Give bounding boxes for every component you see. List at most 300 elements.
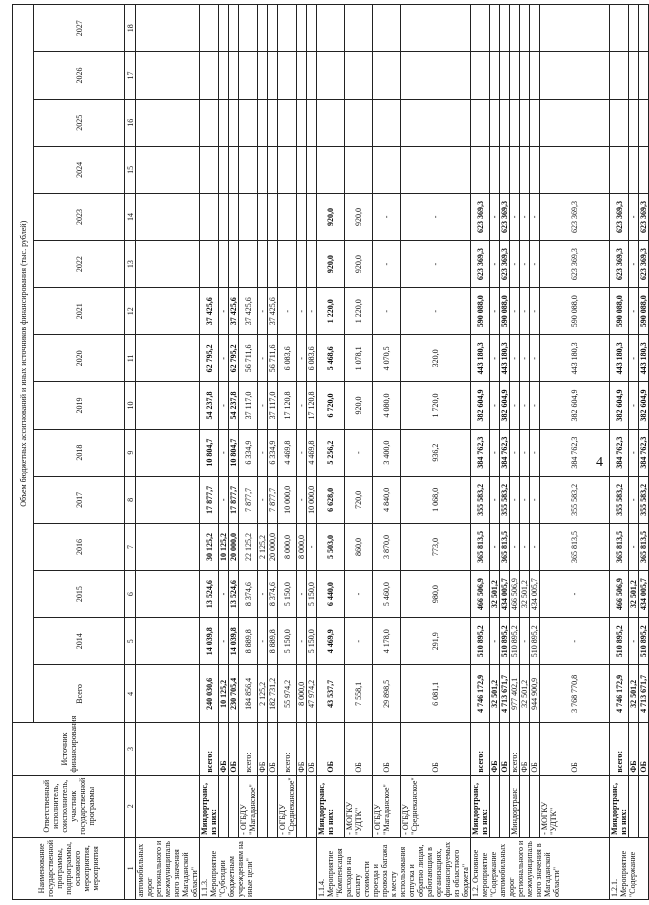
- year-value-cell: -: [278, 288, 297, 335]
- header-year: 2022: [34, 241, 125, 288]
- header-row-top: [13, 5, 34, 900]
- year-value-cell: 382 604,9: [540, 382, 610, 429]
- year-value-cell: 54 237,8: [200, 382, 219, 429]
- header-index-cell: 18: [125, 5, 136, 52]
- year-value-cell: 17 120,8: [278, 382, 297, 429]
- year-value-cell: [401, 99, 471, 146]
- responsible-cell: - МОГКУ "УДТК": [345, 775, 373, 837]
- year-value-cell: -: [530, 476, 540, 523]
- year-value-cell: [239, 193, 258, 240]
- year-value-cell: 590 088,0: [540, 288, 610, 335]
- responsible-cell: [490, 775, 500, 837]
- year-value-cell: [540, 99, 610, 146]
- year-value-cell: [136, 618, 200, 665]
- source-cell: ФБ: [629, 723, 639, 775]
- year-value-cell: [200, 52, 219, 99]
- year-value-cell: [500, 99, 510, 146]
- year-value-cell: [239, 241, 258, 288]
- table-row: [401, 5, 471, 900]
- header-year: 2018: [34, 429, 125, 476]
- year-value-cell: 355 583,2: [639, 476, 649, 523]
- total-cell: 2 125,2: [258, 665, 268, 723]
- year-value-cell: -: [510, 335, 520, 382]
- year-value-cell: 623 369,3: [500, 193, 510, 240]
- year-value-cell: [471, 5, 490, 52]
- header-year: 2027: [34, 5, 125, 52]
- year-value-cell: 443 180,3: [639, 335, 649, 382]
- year-value-cell: 8 889,8: [239, 618, 258, 665]
- year-value-cell: 56 711,6: [268, 335, 278, 382]
- year-value-cell: [229, 193, 239, 240]
- total-cell: 3 768 770,8: [540, 665, 610, 723]
- responsible-cell: [307, 775, 317, 837]
- header-index-row: [125, 5, 136, 900]
- year-value-cell: -: [490, 618, 500, 665]
- table-row: [345, 5, 373, 900]
- year-value-cell: -: [510, 382, 520, 429]
- header-year: 2024: [34, 146, 125, 193]
- source-cell: ФБ: [490, 723, 500, 775]
- year-value-cell: [219, 99, 229, 146]
- source-cell: ОБ: [639, 723, 649, 775]
- year-value-cell: 590 088,0: [639, 288, 649, 335]
- year-value-cell: 4 840,0: [373, 476, 401, 523]
- year-value-cell: [520, 99, 530, 146]
- year-value-cell: 8 374,6: [239, 571, 258, 618]
- header-index-cell: 13: [125, 241, 136, 288]
- year-value-cell: [297, 146, 307, 193]
- year-value-cell: 3 870,0: [373, 523, 401, 570]
- total-cell: 4 746 172,9: [471, 665, 490, 723]
- year-value-cell: -: [258, 288, 268, 335]
- header-year: 2023: [34, 193, 125, 240]
- header-index-cell: 16: [125, 99, 136, 146]
- header-index-cell: 1: [125, 837, 136, 899]
- source-cell: ФБ: [297, 723, 307, 775]
- year-value-cell: -: [490, 193, 500, 240]
- year-value-cell: [200, 146, 219, 193]
- year-value-cell: [307, 146, 317, 193]
- total-cell: 184 856,4: [239, 665, 258, 723]
- year-value-cell: [639, 99, 649, 146]
- responsible-cell: [500, 775, 510, 837]
- header-year: 2019: [34, 382, 125, 429]
- year-value-cell: [200, 193, 219, 240]
- year-value-cell: -: [258, 571, 268, 618]
- year-value-cell: [345, 146, 373, 193]
- total-cell: 8 000,0: [297, 665, 307, 723]
- year-value-cell: 8 000,0: [278, 523, 297, 570]
- year-value-cell: 384 762,3: [500, 429, 510, 476]
- header-year: 2026: [34, 52, 125, 99]
- header-index-cell: 4: [125, 665, 136, 723]
- year-value-cell: 623 369,3: [540, 193, 610, 240]
- year-value-cell: [530, 5, 540, 52]
- header-year: 2021: [34, 288, 125, 335]
- year-value-cell: [219, 146, 229, 193]
- year-value-cell: 443 180,3: [500, 335, 510, 382]
- total-cell: 32 501,2: [629, 665, 639, 723]
- year-value-cell: 30 125,2: [200, 523, 219, 570]
- year-value-cell: [136, 99, 200, 146]
- source-cell: ОБ: [500, 723, 510, 775]
- header-responsible: Ответственный исполнитель, соисполнитель, участник государственной программы: [13, 775, 125, 837]
- table-row: [530, 5, 540, 900]
- year-value-cell: 5 150,0: [278, 618, 297, 665]
- year-value-cell: -: [258, 476, 268, 523]
- year-value-cell: 62 795,2: [200, 335, 219, 382]
- program-name-cell: 1.2. Основное мероприятие "Содержание автомобильных дорог регионального и межмуниципального значения в Магаданской области": [471, 837, 610, 899]
- year-value-cell: [200, 99, 219, 146]
- year-value-cell: 17 877,7: [229, 476, 239, 523]
- year-value-cell: 14 039,8: [200, 618, 219, 665]
- year-value-cell: [307, 241, 317, 288]
- year-value-cell: 443 180,3: [471, 335, 490, 382]
- year-value-cell: 382 604,9: [471, 382, 490, 429]
- year-value-cell: [471, 146, 490, 193]
- table-row: [278, 5, 297, 900]
- responsible-cell: [629, 775, 639, 837]
- year-value-cell: 623 369,3: [540, 241, 610, 288]
- year-value-cell: -: [530, 523, 540, 570]
- year-value-cell: 623 369,3: [610, 193, 629, 240]
- year-value-cell: -: [530, 193, 540, 240]
- year-value-cell: [268, 146, 278, 193]
- year-value-cell: -: [629, 382, 639, 429]
- table-row: [500, 5, 510, 900]
- year-value-cell: [401, 5, 471, 52]
- year-value-cell: 365 813,5: [500, 523, 510, 570]
- total-cell: 7 558,1: [345, 665, 373, 723]
- year-value-cell: 860,0: [345, 523, 373, 570]
- header-index-cell: 8: [125, 476, 136, 523]
- financing-table-wrapper: [12, 4, 648, 900]
- year-value-cell: 10 000,0: [307, 476, 317, 523]
- year-value-cell: -: [297, 571, 307, 618]
- year-value-cell: [610, 99, 629, 146]
- year-value-cell: -: [520, 288, 530, 335]
- year-value-cell: [278, 241, 297, 288]
- table-body: [136, 5, 649, 900]
- table-row: [317, 5, 345, 900]
- header-financing-group: Объем бюджетных ассигнований и иных источников финансирования (тыс. рублей): [13, 5, 34, 723]
- year-value-cell: 355 583,2: [540, 476, 610, 523]
- year-value-cell: -: [490, 241, 500, 288]
- page-number: 4: [596, 455, 603, 470]
- year-value-cell: 936,2: [401, 429, 471, 476]
- year-value-cell: [297, 241, 307, 288]
- year-value-cell: [345, 5, 373, 52]
- year-value-cell: 720,0: [345, 476, 373, 523]
- total-cell: 4 713 671,7: [500, 665, 510, 723]
- year-value-cell: [520, 52, 530, 99]
- program-name-cell: 1.1.4. Мероприятие "Компенсация расходов на оплату стоимости проезда и провоза багажа к месту использования отпуска и обратно лицам, работающим в организациях, финансируемых из областного бюджета": [317, 837, 471, 899]
- year-value-cell: [278, 5, 297, 52]
- table-row: [520, 5, 530, 900]
- year-value-cell: [510, 52, 520, 99]
- source-cell: ОБ: [317, 723, 345, 775]
- year-value-cell: 382 604,9: [610, 382, 629, 429]
- total-cell: 47 974,2: [307, 665, 317, 723]
- year-value-cell: [345, 99, 373, 146]
- source-cell: ОБ: [307, 723, 317, 775]
- year-value-cell: -: [530, 429, 540, 476]
- responsible-cell: [639, 775, 649, 837]
- table-row: [510, 5, 520, 900]
- year-value-cell: -: [219, 571, 229, 618]
- year-value-cell: 6 720,0: [317, 382, 345, 429]
- year-value-cell: [307, 193, 317, 240]
- year-value-cell: 365 813,5: [540, 523, 610, 570]
- table-row: [136, 5, 200, 900]
- year-value-cell: [219, 5, 229, 52]
- header-name: Наименование государственной программы, подпрограммы, основного мероприятия, мероприятия: [13, 837, 125, 899]
- year-value-cell: -: [297, 335, 307, 382]
- year-value-cell: [610, 5, 629, 52]
- year-value-cell: [278, 146, 297, 193]
- table-row: [200, 5, 219, 900]
- header-index-cell: 2: [125, 775, 136, 837]
- year-value-cell: 37 425,6: [200, 288, 219, 335]
- year-value-cell: [530, 146, 540, 193]
- source-cell: ФБ: [219, 723, 229, 775]
- year-value-cell: -: [629, 241, 639, 288]
- year-value-cell: 443 180,3: [540, 335, 610, 382]
- year-value-cell: [490, 52, 500, 99]
- responsible-cell: Миндортранс, из них:: [317, 775, 345, 837]
- year-value-cell: 510 895,2: [500, 618, 510, 665]
- total-cell: [136, 665, 200, 723]
- year-value-cell: 4 070,5: [373, 335, 401, 382]
- year-value-cell: -: [540, 571, 610, 618]
- year-value-cell: [373, 99, 401, 146]
- table-row: [610, 5, 629, 900]
- year-value-cell: -: [530, 241, 540, 288]
- year-value-cell: [136, 382, 200, 429]
- source-cell: ОБ: [229, 723, 239, 775]
- year-value-cell: 8 000,0: [297, 523, 307, 570]
- year-value-cell: [229, 99, 239, 146]
- year-value-cell: [540, 5, 610, 52]
- year-value-cell: 1 068,0: [401, 476, 471, 523]
- year-value-cell: 10 000,0: [278, 476, 297, 523]
- year-value-cell: -: [373, 193, 401, 240]
- year-value-cell: [373, 146, 401, 193]
- year-value-cell: 365 813,5: [639, 523, 649, 570]
- source-cell: [136, 723, 200, 775]
- total-cell: 43 537,7: [317, 665, 345, 723]
- year-value-cell: -: [297, 382, 307, 429]
- year-value-cell: [540, 52, 610, 99]
- year-value-cell: [200, 241, 219, 288]
- year-value-cell: 384 762,3: [540, 429, 610, 476]
- year-value-cell: 7 877,7: [268, 476, 278, 523]
- year-value-cell: [639, 52, 649, 99]
- year-value-cell: 382 604,9: [639, 382, 649, 429]
- total-cell: 32 501,2: [520, 665, 530, 723]
- year-value-cell: [510, 5, 520, 52]
- year-value-cell: -: [520, 193, 530, 240]
- header-index-cell: 3: [125, 723, 136, 775]
- year-value-cell: [219, 52, 229, 99]
- year-value-cell: [500, 146, 510, 193]
- year-value-cell: [307, 99, 317, 146]
- year-value-cell: -: [307, 523, 317, 570]
- year-value-cell: 6 334,9: [268, 429, 278, 476]
- year-value-cell: 466 506,9: [471, 571, 490, 618]
- year-value-cell: [278, 99, 297, 146]
- year-value-cell: -: [520, 476, 530, 523]
- year-value-cell: -: [629, 335, 639, 382]
- year-value-cell: 1 720,0: [401, 382, 471, 429]
- header-index-cell: 7: [125, 523, 136, 570]
- year-value-cell: -: [520, 618, 530, 665]
- year-value-cell: 22 125,2: [239, 523, 258, 570]
- responsible-cell: [520, 775, 530, 837]
- total-cell: 977 402,1: [510, 665, 520, 723]
- source-cell: ФБ: [520, 723, 530, 775]
- source-cell: ОБ: [268, 723, 278, 775]
- year-value-cell: -: [490, 335, 500, 382]
- source-cell: всего:: [239, 723, 258, 775]
- year-value-cell: [490, 5, 500, 52]
- financing-table: [12, 4, 649, 900]
- total-cell: 182 731,2: [268, 665, 278, 723]
- responsible-cell: - ОГБДУ "Среднеканское": [401, 775, 471, 837]
- year-value-cell: -: [520, 382, 530, 429]
- year-value-cell: -: [520, 429, 530, 476]
- year-value-cell: [268, 5, 278, 52]
- year-value-cell: 510 895,2: [471, 618, 490, 665]
- year-value-cell: [373, 5, 401, 52]
- table-row: [268, 5, 278, 900]
- year-value-cell: 6 440,0: [317, 571, 345, 618]
- year-value-cell: 10 804,7: [229, 429, 239, 476]
- year-value-cell: [136, 241, 200, 288]
- year-value-cell: [317, 99, 345, 146]
- year-value-cell: -: [629, 193, 639, 240]
- year-value-cell: -: [258, 382, 268, 429]
- year-value-cell: -: [629, 288, 639, 335]
- year-value-cell: 623 369,3: [610, 241, 629, 288]
- total-cell: 55 974,2: [278, 665, 297, 723]
- source-cell: всего:: [200, 723, 219, 775]
- year-value-cell: 623 369,3: [639, 241, 649, 288]
- year-value-cell: [268, 241, 278, 288]
- year-value-cell: 4 469,9: [317, 618, 345, 665]
- year-value-cell: [401, 146, 471, 193]
- table-row: [219, 5, 229, 900]
- year-value-cell: [229, 241, 239, 288]
- year-value-cell: -: [373, 241, 401, 288]
- table-row: [229, 5, 239, 900]
- year-value-cell: 384 762,3: [471, 429, 490, 476]
- year-value-cell: [136, 146, 200, 193]
- year-value-cell: -: [540, 618, 610, 665]
- year-value-cell: 355 583,2: [471, 476, 490, 523]
- year-value-cell: -: [490, 429, 500, 476]
- year-value-cell: 6 083,6: [278, 335, 297, 382]
- year-value-cell: -: [510, 523, 520, 570]
- table-row: [639, 5, 649, 900]
- year-value-cell: 7 877,7: [239, 476, 258, 523]
- total-cell: 6 081,1: [401, 665, 471, 723]
- header-index-cell: 15: [125, 146, 136, 193]
- source-cell: ОБ: [530, 723, 540, 775]
- source-cell: всего:: [610, 723, 629, 775]
- year-value-cell: -: [530, 382, 540, 429]
- year-value-cell: [239, 5, 258, 52]
- year-value-cell: 32 501,2: [490, 571, 500, 618]
- year-value-cell: [278, 193, 297, 240]
- year-value-cell: 510 895,2: [639, 618, 649, 665]
- year-value-cell: 13 524,6: [200, 571, 219, 618]
- year-value-cell: -: [510, 241, 520, 288]
- source-cell: ФБ: [258, 723, 268, 775]
- year-value-cell: 980,0: [401, 571, 471, 618]
- year-value-cell: 623 369,3: [471, 193, 490, 240]
- year-value-cell: [639, 5, 649, 52]
- year-value-cell: [268, 52, 278, 99]
- year-value-cell: [268, 99, 278, 146]
- total-cell: 240 030,6: [200, 665, 219, 723]
- year-value-cell: -: [520, 335, 530, 382]
- year-value-cell: 17 877,7: [200, 476, 219, 523]
- responsible-cell: - ОГБДУ "Магаданское": [239, 775, 258, 837]
- year-value-cell: -: [219, 429, 229, 476]
- total-cell: 10 125,2: [219, 665, 229, 723]
- year-value-cell: 20 000,0: [229, 523, 239, 570]
- year-value-cell: [490, 99, 500, 146]
- year-value-cell: 365 813,5: [471, 523, 490, 570]
- year-value-cell: [540, 146, 610, 193]
- year-value-cell: [297, 5, 307, 52]
- source-cell: всего:: [510, 723, 520, 775]
- year-value-cell: [629, 146, 639, 193]
- year-value-cell: 6 334,9: [239, 429, 258, 476]
- responsible-cell: [530, 775, 540, 837]
- year-value-cell: 623 369,3: [500, 241, 510, 288]
- year-value-cell: -: [345, 618, 373, 665]
- year-value-cell: 1 220,0: [345, 288, 373, 335]
- responsible-cell: - ОГБДУ "Среднеканское": [278, 775, 297, 837]
- source-cell: всего:: [471, 723, 490, 775]
- year-value-cell: -: [219, 288, 229, 335]
- year-value-cell: 10 125,2: [219, 523, 229, 570]
- year-value-cell: [297, 193, 307, 240]
- year-value-cell: -: [510, 429, 520, 476]
- year-value-cell: 920,0: [317, 193, 345, 240]
- year-value-cell: [136, 571, 200, 618]
- year-value-cell: [219, 193, 229, 240]
- responsible-cell: Миндортранс, из них:: [610, 775, 629, 837]
- year-value-cell: 365 813,5: [610, 523, 629, 570]
- table-row: [629, 5, 639, 900]
- header-index-cell: 9: [125, 429, 136, 476]
- year-value-cell: -: [401, 193, 471, 240]
- year-value-cell: 920,0: [345, 193, 373, 240]
- header-index-cell: 11: [125, 335, 136, 382]
- year-value-cell: [471, 52, 490, 99]
- responsible-cell: Миндортранс, из них:: [200, 775, 219, 837]
- year-value-cell: 590 088,0: [471, 288, 490, 335]
- year-value-cell: -: [401, 288, 471, 335]
- year-value-cell: 4 178,0: [373, 618, 401, 665]
- year-value-cell: -: [520, 523, 530, 570]
- year-value-cell: -: [307, 288, 317, 335]
- year-value-cell: [258, 5, 268, 52]
- year-value-cell: [278, 52, 297, 99]
